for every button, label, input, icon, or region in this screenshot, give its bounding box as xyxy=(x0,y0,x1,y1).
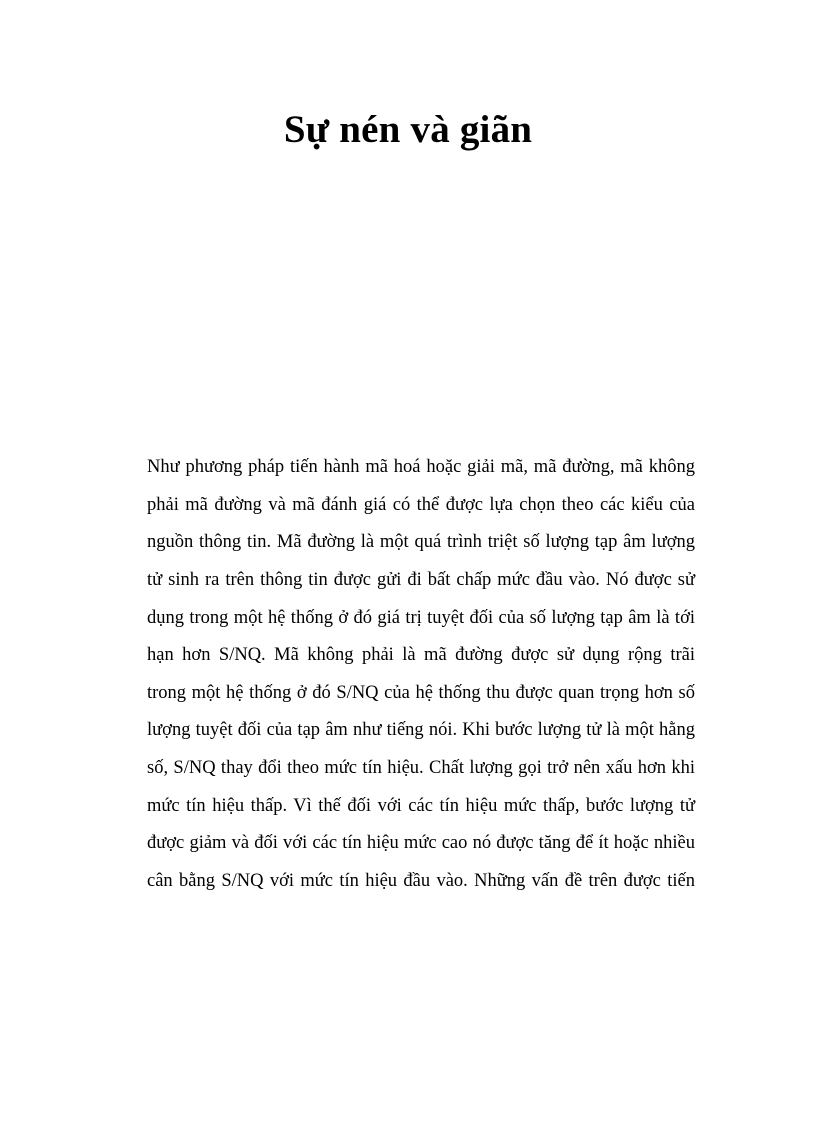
body-line-5: dụng trong một hệ thống ở đó giá trị tuyệt đối của số lượng tạp âm là tới xyxy=(147,607,695,628)
body-line-2: phải mã đường và mã đánh giá có thể được lựa chọn theo các kiểu của xyxy=(147,494,695,515)
body-line-10: mức tín hiệu thấp. Vì thế đối với các tín hiệu mức thấp, bước lượng tử xyxy=(147,795,695,816)
body-line-11: được giảm và đối với các tín hiệu mức cao nó được tăng để ít hoặc nhiều xyxy=(147,833,695,854)
page-title: Sự nén và giãn xyxy=(283,108,533,151)
body-paragraph xyxy=(147,449,695,901)
body-line-7: trong một hệ thống ở đó S/NQ của hệ thống thu được quan trọng hơn số xyxy=(147,682,695,703)
body-line-4: tử sinh ra trên thông tin được gửi đi bất chấp mức đầu vào. Nó được sử xyxy=(147,569,695,590)
body-line-12: cân bằng S/NQ với mức tín hiệu đầu vào. Những vấn đề trên được tiến xyxy=(147,871,695,892)
body-line-6: hạn hơn S/NQ. Mã không phải là mã đường được sử dụng rộng trãi xyxy=(147,645,695,666)
body-line-3: nguồn thông tin. Mã đường là một quá trình triệt số lượng tạp âm lượng xyxy=(147,532,695,553)
body-line-8: lượng tuyệt đối của tạp âm như tiếng nói. Khi bước lượng tử là một hằng xyxy=(147,720,695,741)
body-line-9: số, S/NQ thay đổi theo mức tín hiệu. Chất lượng gọi trở nên xấu hơn khi xyxy=(147,758,695,779)
body-line-1: Như phương pháp tiến hành mã hoá hoặc giải mã, mã đường, mã không xyxy=(147,457,695,477)
